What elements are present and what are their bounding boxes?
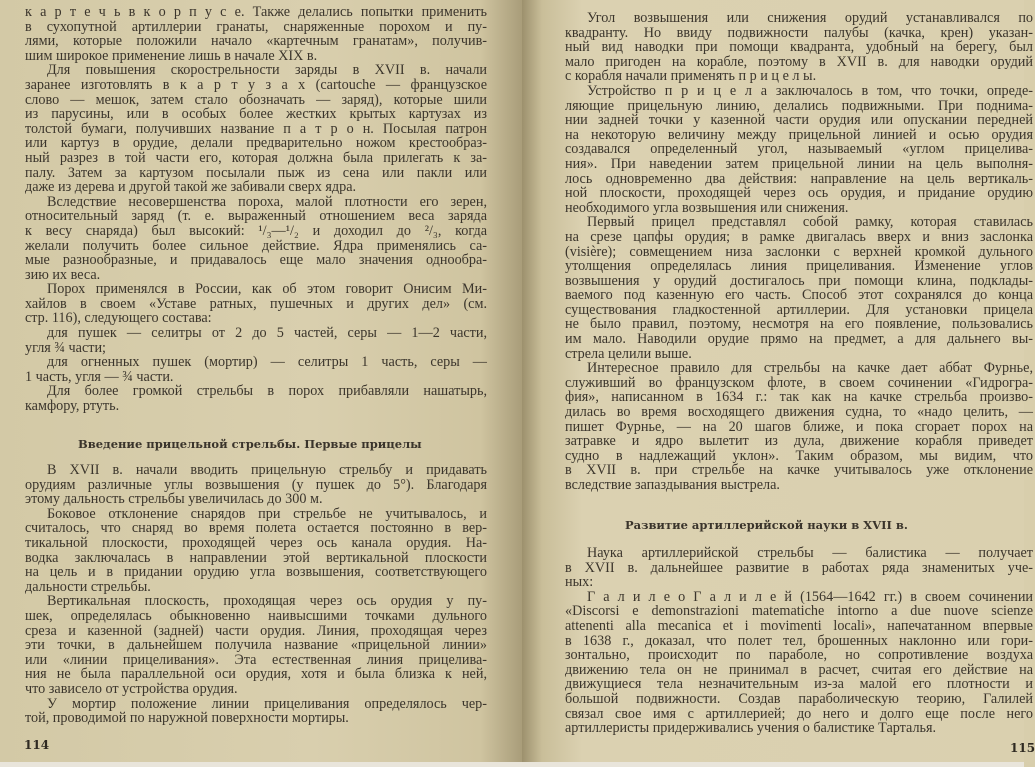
text-line: фия», написанном в 1634 г.: так как на качке стрельба произво- (565, 389, 1033, 406)
text-line: дальности стрельбы. (25, 578, 151, 595)
text-line: считалось, что снаряд во время полета остается постоянно в вер- (25, 520, 487, 537)
text-line: шек, определялась обыкновенно наивысшими точками дульного (25, 607, 487, 624)
text-line: слово — мешок, затем стало обозначать — заряд), которые шили (25, 91, 487, 108)
text-line: Интересное правило для стрельбы на качке дает аббат Фурнье, (587, 360, 1033, 377)
text-line: камфору, ртуть. (25, 398, 120, 415)
text-line: заранее изготовлять в к а р т у з а х (cartouche — французское (25, 76, 487, 93)
text-line: пишет Фурнье, — на 20 шагов ближе, и пока сгорает порох на (565, 418, 1033, 435)
text-line: мало пригоден на корабле, поэтому в XVII в. для наводки орудий (565, 53, 1033, 70)
text-line: возвышения у орудий достигалось при помощи клина, подклады- (565, 272, 1033, 289)
page-number: 115 (1010, 741, 1035, 755)
text-line: У мортир положение линии прицеливания определялось чер- (47, 695, 487, 712)
text-line: среза и казенной (задней) части орудия. Линия, проходящая через (25, 622, 487, 639)
text-line: большой подвижности. Создав параболическую теорию, Галилей (565, 690, 1033, 707)
text-line: нии задней точки у казенной части орудия или опускании передней (565, 112, 1033, 129)
text-line: attenenti alla mecanica et i movimenti locali», напечатанном впервые (565, 617, 1033, 634)
paragraph (25, 63, 487, 194)
text-line: тикальной плоскости, проходящей через ось канала орудия. На- (25, 534, 487, 551)
text-line: относительный заряд (т. е. выраженный отношением веса заряда (25, 208, 487, 225)
text-line: в 1638 г., доказал, что полет тел, брошенных наклонно или гори- (565, 632, 1033, 649)
text-line: ляющие прицельную линию, делались подвижными. При поднима- (565, 97, 1033, 114)
text-line: Вертикальная плоскость, проходящая через ось орудия у пу- (47, 593, 487, 610)
text-line: к весу снаряда) был высокий: ¹/₃—¹/₂ и доходил до ²/₃, когда (25, 222, 487, 239)
text-line: угля ¾ части; (25, 339, 106, 356)
text-line: лось одновременно два действия: направление на цель вертикаль- (565, 170, 1033, 187)
paragraph (565, 361, 1033, 492)
left-text-block-1 (25, 5, 487, 414)
text-line: той, проводимой по наружной поверхности мортиры. (25, 710, 349, 727)
text-line: ваемого под казенную его часть. Способ этот сохранялся до конца (565, 287, 1033, 304)
text-line: в XVII в. при стрельбе на качке учитывалось уже отклонение (565, 462, 1033, 479)
text-line: артиллеристы придерживались учения о балистике Тарталья. (565, 720, 937, 737)
text-line: «Discorsi e demonstrazioni matematiche intorno a due nuove scienze (565, 603, 1033, 620)
paragraph (565, 215, 1033, 361)
text-line: Первый прицел представлял собой рамку, которая ставилась (587, 214, 1033, 231)
text-line: служивший во французском флоте, в своем сочинении «Гидрогра- (565, 374, 1033, 391)
text-line: 1 часть, угля — ¾ части. (25, 368, 174, 385)
paragraph (25, 384, 487, 413)
text-line: существования гладкостенной артиллерии. Для установки прицела (565, 301, 1033, 318)
right-text-block-1 (565, 11, 1033, 493)
text-line: хайлов в своем «Уставе ратных, пушечных и других дел» (см. (25, 295, 487, 312)
text-line: зонтально, происходит по параболе, но сопротивление воздуха (565, 647, 1033, 664)
text-line: затравке и ядро вылетит из дула, движение корабля приведет (565, 433, 1033, 450)
text-line: для пушек — селитры от 2 до 5 частей, серы — 1—2 части, (47, 325, 487, 342)
section-heading: Развитие артиллерийской науки в XVII в. (625, 518, 908, 532)
paragraph (565, 84, 1033, 215)
text-line: что зависело от устройства орудия. (25, 680, 238, 697)
text-line: стр. 116), следующего состава: (25, 310, 212, 327)
text-line: в сухопутной артиллерии гранаты, снаряженные порохом и пу- (25, 18, 487, 35)
right-text-block-2 (565, 546, 1033, 736)
text-line: этому дальность стрельбы увеличилась до 300 м. (25, 491, 323, 508)
text-line: Устройство п р и ц е л а заключалось в том, что точки, опреде- (587, 82, 1033, 99)
text-line: из парусины, или в особых более жестких крытых картузах из (25, 106, 487, 123)
text-line: желали получить более сильное действие. Ядра применялись са- (25, 237, 487, 254)
text-line: в XVII в. дальнейшее развитие в работах ряда знаменитых уче- (565, 559, 1033, 576)
right-page (522, 0, 1035, 762)
text-line: орудиям различные углы возвышения (у пушек до 5°). Благодаря (25, 476, 487, 493)
text-line: шим широкое применение лишь в начале XIX в. (25, 47, 318, 64)
paragraph (565, 11, 1033, 84)
text-line: не было правил, поэтому, несмотря на его появление, пользовались (565, 316, 1033, 333)
text-line: на некоторую величину между прицельной линией и осью орудия (565, 126, 1033, 143)
text-line: мые разнообразные, и придавалось еще мало значения однообра- (25, 252, 487, 269)
text-line: ной плоскости, проходящей через ось орудия, и придание орудию (565, 185, 1033, 202)
text-line: ный вид наводки при помощи квадранта, удобный на берегу, был (565, 39, 1033, 56)
text-line: даже из дерева и другой такой же забивали сверх ядра. (25, 179, 357, 196)
text-line: ных: (565, 574, 594, 591)
paragraph (25, 326, 487, 355)
text-line: дилась во время восходящего движения судна, то «надо целить, — (565, 404, 1033, 421)
text-line: движению тела он не принимал в расчет, считая его действие на (565, 661, 1033, 678)
text-line: палу. Затем за картузом посылали пыж из сена или пакли или (25, 164, 487, 181)
paragraph (565, 590, 1033, 736)
page-number: 114 (24, 738, 50, 752)
text-line: Вследствие несовершенства пороха, малой плотности его зерен, (47, 193, 487, 210)
text-line: Для более громкой стрельбы в порох прибавляли нашатырь, (47, 383, 487, 400)
text-line: эти точки, в дальнейшем получила название «прицельной линии» (25, 637, 487, 654)
paragraph (25, 463, 487, 507)
paragraph (565, 546, 1033, 590)
text-line: лями, которые положили начало «картечным гранатам», получив- (25, 33, 487, 50)
paragraph (25, 282, 487, 326)
text-line: стрела целили выше. (565, 345, 692, 362)
section-heading: Введение прицельной стрельбы. Первые прицелы (78, 437, 422, 451)
text-line: Порох применялся в России, как об этом говорит Онисим Ми- (47, 281, 487, 298)
left-text-block-2 (25, 463, 487, 726)
text-line: необходимого угла возвышения или снижения. (565, 199, 849, 216)
text-line: судно в надлежащий уклон». Таким образом, мы видим, что (565, 447, 1033, 464)
text-line: им мало. Наводили орудие прямо на предмет, а для дальнего вы- (565, 331, 1033, 348)
text-line: Боковое отклонение снарядов при стрельбе не учитывалось, и (47, 505, 487, 522)
text-line: или картуз в орудие, делали предварительно ножом крестообраз- (25, 135, 487, 152)
text-line: ния». При наведении затем прицельной линии на цель выполня- (565, 155, 1033, 172)
text-line: ный разрез в той части его, которая должна была прилегать к за- (25, 149, 487, 166)
text-line: ния не была параллельной оси орудия, хотя и была близка к ней, (25, 666, 487, 683)
text-line: водка заключалась в направлении этой вертикальной плоскости (25, 549, 487, 566)
text-line: В XVII в. начали вводить прицельную стрельбу и придавать (47, 462, 487, 478)
text-line: на цель и в придании орудию угла возвышения, соответствующего (25, 564, 487, 581)
text-line: зию их веса. (25, 266, 101, 283)
text-line: для огненных пушек (мортир) — селитры 1 часть, серы — (47, 354, 487, 371)
text-line: к а р т е ч ь в к о р п у с е. Также делались попытки применить (25, 4, 487, 20)
paragraph (25, 195, 487, 283)
paragraph (25, 594, 487, 696)
text-line: Наука артиллерийской стрельбы — балистика — получает (587, 545, 1033, 561)
text-line: вследствие запаздывания выстрела. (565, 477, 780, 493)
text-line: связал свое имя с артиллерией; до него и долго еще после него (565, 705, 1033, 722)
paragraph (25, 355, 487, 384)
text-line: движущиеся тела незначительным из-за малой его плотности и (565, 676, 1033, 693)
paragraph (25, 5, 487, 63)
paragraph (25, 507, 487, 595)
text-line: создавался определенный угол, называемый «углом прицелива- (565, 141, 1033, 158)
text-line: утолщения определялась линия прицеливания. Изменение углов (565, 258, 1033, 275)
text-line: толстой бумаги, получивших название п а т р о н. Посылая патрон (25, 120, 487, 137)
text-line: на срезе цапфы орудия; в рамке двигалась вверх и вниз заслонка (565, 228, 1033, 245)
text-line: или «линии прицеливания». Эта естественная линия прицелива- (25, 651, 487, 668)
text-line: Г а л и л е о Г а л и л е й (1564—1642 гг.) в своем сочинении (587, 588, 1033, 605)
scan-bottom-edge (0, 762, 1024, 767)
text-line: (visière); совмещением низа заслонки с верхней кромкой дульного (565, 243, 1033, 260)
text-line: Для повышения скорострельности заряды в XVII в. начали (47, 62, 487, 79)
text-line: с корабля начали применять п р и ц е л ы. (565, 68, 817, 85)
paragraph (25, 697, 487, 726)
text-line: квадранту. Но ввиду подвижности палубы (качка, крен) указан- (565, 24, 1033, 41)
text-line: Угол возвышения или снижения орудий устанавливался по (587, 10, 1033, 26)
